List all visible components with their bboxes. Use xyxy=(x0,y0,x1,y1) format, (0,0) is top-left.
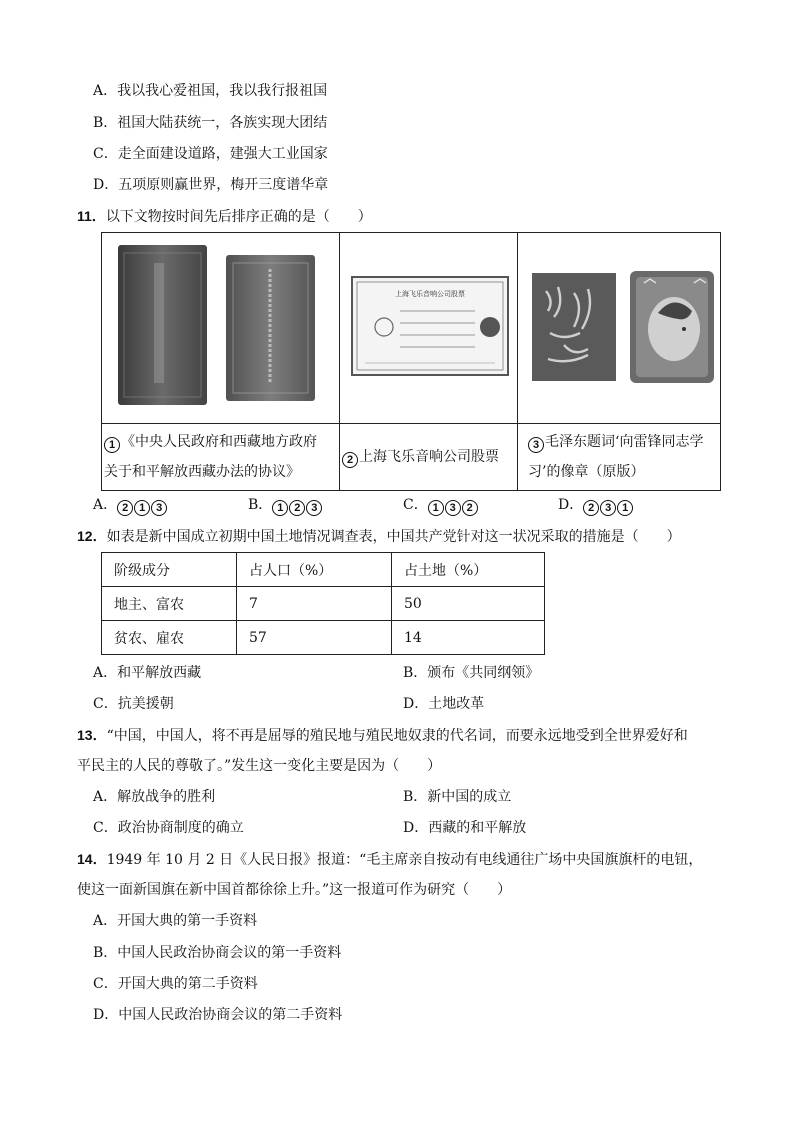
question-number: 11． xyxy=(77,208,106,224)
circled-number-2: 2 xyxy=(342,452,358,468)
q11-option-c: C． 1 3 2 xyxy=(403,496,479,516)
question-text: “中国，中国人，将不再是屈辱的殖民地与殖民地奴隶的代名词，而要永远地受到全世界爱好和 xyxy=(106,728,688,744)
table-header: 阶级成分 xyxy=(102,553,237,587)
artifact-2-caption-text: 上海飞乐音响公司股票 xyxy=(359,449,499,465)
table-row xyxy=(102,587,545,621)
q14-option-b: B．中国人民政治协商会议的第一手资料 xyxy=(93,945,342,961)
table-header: 占土地（%） xyxy=(392,553,545,587)
q10-option-b: B．祖国大陆获统一，各族实现大团结 xyxy=(93,115,328,131)
artifact-3-caption-line2: 习’的像章（原版） xyxy=(528,464,645,480)
artifact-3-caption-line1: 毛泽东题词‘向雷锋同志学 xyxy=(545,434,704,450)
question-text: 以下文物按时间先后排序正确的是（ ） xyxy=(105,209,372,225)
table-cell: 57 xyxy=(237,621,392,655)
question-number: 14． xyxy=(77,851,107,867)
table-cell: 地主、富农 xyxy=(102,587,237,621)
question-text: 1949 年 10 月 2 日《人民日报》报道：“毛主席亲自按动有电线通往广场中央国旗旗杆的电钮， xyxy=(106,852,703,868)
question-number: 12． xyxy=(77,528,107,544)
table-cell: 贫农、雇农 xyxy=(102,621,237,655)
artifact-3-image xyxy=(518,233,721,424)
q12-option-a: A．和平解放西藏 xyxy=(93,665,202,681)
q12-option-c: C．抗美援朝 xyxy=(93,696,174,712)
table-header: 占人口（%） xyxy=(237,553,392,587)
q13-option-c: C．政治协商制度的确立 xyxy=(93,820,244,836)
q10-option-a: A．我以我心爱祖国，我以我行报祖国 xyxy=(93,83,328,99)
table-header-row xyxy=(102,553,545,587)
question-number: 13． xyxy=(77,727,107,743)
q10-option-c: C．走全面建设道路，建强大工业国家 xyxy=(93,146,328,162)
q14-option-d: D．中国人民政治协商会议的第二手资料 xyxy=(93,1007,343,1023)
q11-option-a: A． 2 1 3 xyxy=(93,496,168,516)
q14-option-c: C．开国大典的第二手资料 xyxy=(93,976,258,992)
circled-number-1: 1 xyxy=(104,437,120,453)
q13-stem-line1 xyxy=(77,726,688,745)
q13-stem-line2: 平民主的人民的尊敬了。”发生这一变化主要是因为（ ） xyxy=(77,758,442,774)
q14-option-a: A．开国大典的第一手资料 xyxy=(93,913,258,929)
land-survey-table xyxy=(101,552,545,655)
stock-heading: 上海飞乐音响公司股票 xyxy=(395,290,465,298)
question-text: 如表是新中国成立初期中国土地情况调查表，中国共产党针对这一状况采取的措施是（ ） xyxy=(106,529,681,545)
artifact-1-caption xyxy=(102,424,340,491)
q11-stem xyxy=(77,207,372,226)
q13-option-d: D．西藏的和平解放 xyxy=(403,820,527,836)
q11-option-b: B． 1 2 3 xyxy=(248,496,323,516)
q11-option-d: D． 2 3 1 xyxy=(558,496,634,516)
option-label: C． xyxy=(403,497,428,513)
artifact-1-caption-line1: 《中央人民政府和西藏地方政府 xyxy=(121,434,317,450)
q10-option-d: D．五项原则赢世界，梅开三度谱华章 xyxy=(93,177,329,193)
artifact-1-image xyxy=(102,233,340,424)
option-label: D． xyxy=(558,497,584,513)
q12-option-b: B．颁布《共同纲领》 xyxy=(403,665,540,681)
artifact-3-caption xyxy=(518,424,721,491)
badge-picture xyxy=(518,233,720,419)
circled-number-3: 3 xyxy=(528,437,544,453)
q13-option-a: A．解放战争的胜利 xyxy=(93,789,216,805)
artifact-2-caption xyxy=(340,424,518,491)
q14-stem-line2: 使这一面新国旗在新中国首都徐徐上升。”这一报道可作为研究（ ） xyxy=(77,882,512,898)
option-label: B． xyxy=(248,497,273,513)
table-cell: 7 xyxy=(237,587,392,621)
table-row xyxy=(102,621,545,655)
q12-option-d: D．土地改革 xyxy=(403,696,485,712)
artifact-2-image xyxy=(340,233,518,424)
treaty-book-picture xyxy=(102,233,339,419)
table-cell: 14 xyxy=(392,621,545,655)
q12-stem xyxy=(77,527,681,546)
artifact-table xyxy=(101,232,721,491)
artifact-1-caption-line2: 关于和平解放西藏办法的协议》 xyxy=(104,464,300,480)
q13-option-b: B．新中国的成立 xyxy=(403,789,512,805)
q14-stem-line1 xyxy=(77,850,702,869)
stock-certificate-picture xyxy=(340,233,517,419)
table-cell: 50 xyxy=(392,587,545,621)
option-label: A． xyxy=(93,497,118,513)
